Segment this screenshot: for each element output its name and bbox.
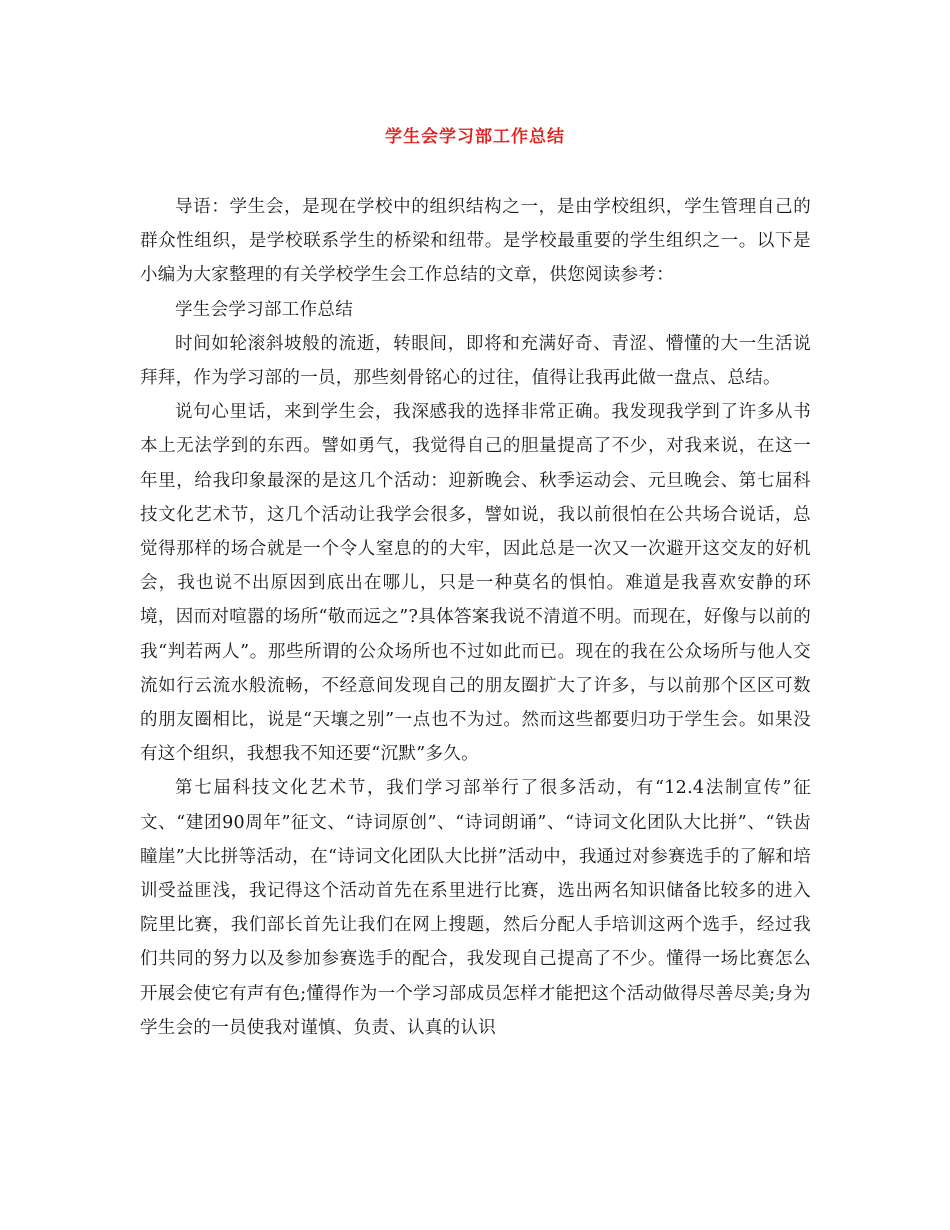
intro-paragraph: 导语：学生会，是现在学校中的组织结构之一，是由学校组织，学生管理自己的群众性组织，是学校联系学生的桥梁和纽带。是学校最重要的学生组织之一。以下是小编为大家整理的有关学校学生会工作总结的文章，供您阅读参考： [140, 197, 811, 286]
section-heading: 学生会学习部工作总结 [175, 299, 353, 320]
body-paragraph: 说句心里话，来到学生会，我深感我的选择非常正确。我发现我学到了许多从书本上无法学到的东西。譬如勇气，我觉得自己的胆量提高了不少，对我来说，在这一年里，给我印象最深的是这几个活动：迎新晚会、秋季运动会、元旦晚会、第七届科技文化艺术节，这几个活动让我学会很多，譬如说，我以前很怕在公共场合说话，总觉得那样的场合就是一个令人窒息的的大牢，因此总是一次又一次避开这交友的好机会，我也说不出原因到底出在哪儿，只是一种莫名的惧怕。难道是我喜欢安静的环境，因而对喧嚣的场所“敬而远之”?具体答案我说不清道不明。而现在，好像与以前的我“判若两人”。那些所谓的公众场所也不过如此而已。现在的我在公众场所与他人交流如行云流水般流畅，不经意间发现自己的朋友圈扩大了许多，与以前那个区区可数的朋友圈相比，说是“天壤之别”一点也不为过。然而这些都要归功于学生会。如果没有这个组织，我想我不知还要“沉默”多久。 [140, 402, 811, 765]
document-body [140, 190, 811, 1045]
body-paragraph: 时间如轮滚斜坡般的流逝，转眼间，即将和充满好奇、青涩、懵懂的大一生活说拜拜，作为学习部的一员，那些刻骨铭心的过往，值得让我再此做一盘点、总结。 [140, 333, 811, 389]
body-paragraph: 第七届科技文化艺术节，我们学习部举行了很多活动，有“12.4法制宣传”征文、“建团90周年”征文、“诗词原创”、“诗词朗诵”、“诗词文化团队大比拼”、“铁齿瞳崖”大比拼等活动，在“诗词文化团队大比拼”活动中，我通过对参赛选手的了解和培训受益匪浅，我记得这个活动首先在系里进行比赛，选出两名知识储备比较多的进入院里比赛，我们部长首先让我们在网上搜题，然后分配人手培训这两个选手，经过我们共同的努力以及参加参赛选手的配合，我发现自己提高了不少。懂得一场比赛怎么开展会使它有声有色;懂得作为一个学习部成员怎样才能把这个活动做得尽善尽美;身为学生会的一员使我对谨慎、负责、认真的认识 [140, 778, 811, 1038]
document-title: 学生会学习部工作总结 [385, 127, 565, 147]
